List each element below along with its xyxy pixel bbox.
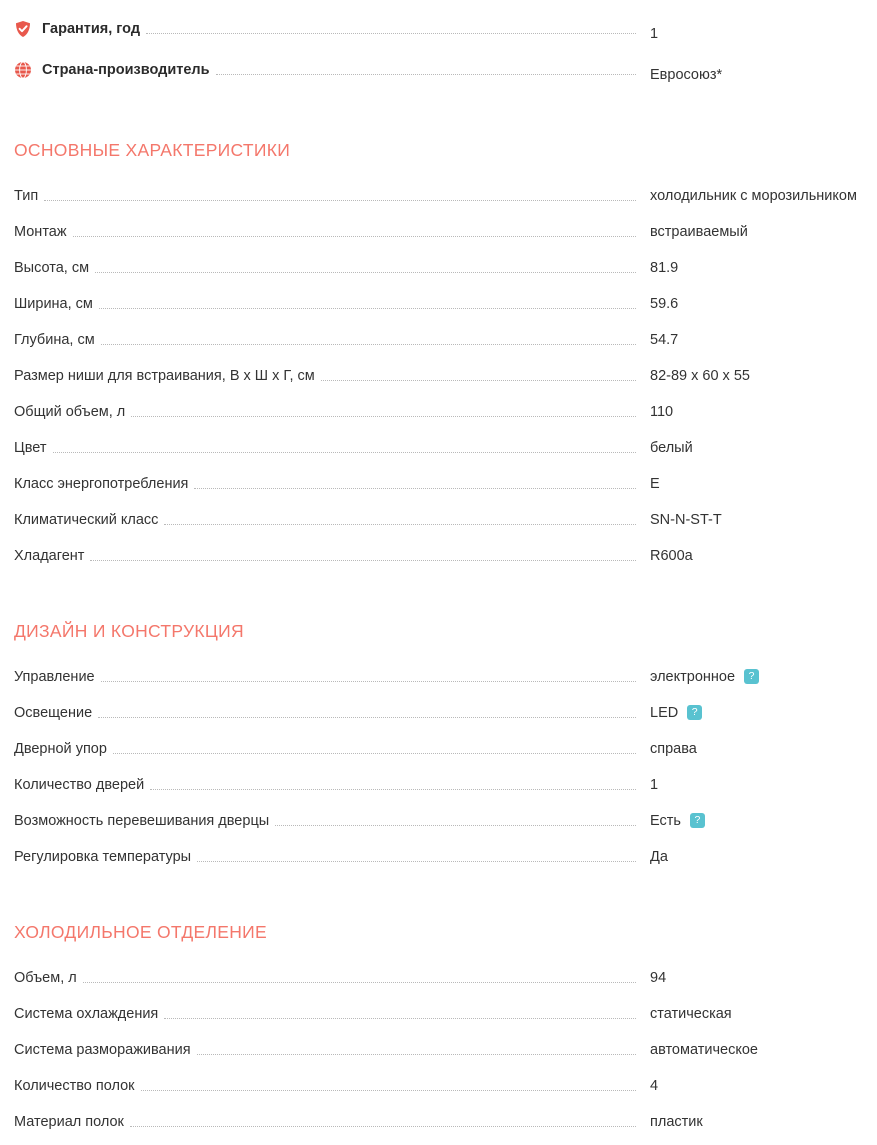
spec-name-wrap (14, 296, 636, 312)
spec-value-text: 4 (650, 1078, 659, 1094)
spec-row-country (14, 55, 865, 96)
spec-row-volume (14, 965, 865, 1001)
leader-dots (130, 1125, 636, 1127)
spec-label: Класс энергопотребления (14, 476, 194, 492)
spec-value-text: E (650, 476, 660, 492)
spec-label: Количество полок (14, 1078, 141, 1094)
spec-value-text: 1 (650, 777, 659, 793)
spec-list-design (14, 664, 865, 880)
spec-label: Материал полок (14, 1114, 130, 1130)
spec-label: Освещение (14, 705, 98, 721)
spec-label: Климатический класс (14, 512, 164, 528)
spec-name-wrap (14, 20, 636, 38)
spec-value (636, 404, 865, 420)
spec-value-text: статическая (650, 1006, 732, 1022)
spec-row-climate-class (14, 507, 865, 543)
leader-dots (321, 379, 636, 381)
spacer (14, 943, 865, 965)
leader-dots (44, 199, 636, 201)
spec-value (636, 476, 865, 492)
spec-row-door-reversible (14, 808, 865, 844)
spec-value (636, 296, 865, 312)
section-heading-main: ОСНОВНЫЕ ХАРАКТЕРИСТИКИ (14, 140, 291, 160)
spec-name-wrap (14, 61, 636, 79)
leader-dots (131, 415, 636, 417)
spec-value (636, 548, 865, 564)
spec-value (636, 777, 865, 793)
spec-value-text: 54.7 (650, 332, 679, 348)
spec-label: Глубина, см (14, 332, 101, 348)
leader-dots (141, 1089, 636, 1091)
spec-name-wrap (14, 332, 636, 348)
leader-dots (53, 451, 637, 453)
spec-value (636, 440, 865, 456)
spec-name-wrap (14, 440, 636, 456)
spec-value-text: автоматическое (650, 1042, 758, 1058)
spec-value-text: справа (650, 741, 697, 757)
spec-row-door-count (14, 772, 865, 808)
spec-row-refrigerant (14, 543, 865, 579)
globe-icon (14, 61, 32, 79)
spacer (14, 161, 865, 183)
leader-dots (99, 307, 636, 309)
spec-label: Дверной упор (14, 741, 113, 757)
spec-label: Возможность перевешивания дверцы (14, 813, 275, 829)
leader-dots (95, 271, 636, 273)
spec-row-depth (14, 327, 865, 363)
spec-list-main (14, 183, 865, 579)
leader-dots (113, 752, 636, 754)
leader-dots (90, 559, 636, 561)
spec-value (636, 512, 865, 528)
spec-label: Система охлаждения (14, 1006, 164, 1022)
spec-value (636, 1042, 865, 1058)
info-help-icon[interactable]: ? (744, 669, 759, 684)
spec-value-text: 82-89 x 60 x 55 (650, 368, 750, 384)
spec-value (636, 188, 865, 204)
spec-label: Общий объем, л (14, 404, 131, 420)
spec-value (636, 813, 865, 829)
spec-row-height (14, 255, 865, 291)
spec-name-wrap (14, 669, 636, 685)
spec-row-shelf-count (14, 1073, 865, 1109)
spec-value-text: белый (650, 440, 693, 456)
spec-value (636, 705, 865, 721)
spec-value (636, 224, 865, 240)
leader-dots (146, 32, 636, 34)
spec-name-wrap (14, 404, 636, 420)
leader-dots (150, 788, 636, 790)
spacer (14, 880, 865, 922)
spec-name-wrap (14, 849, 636, 865)
spec-value (636, 669, 865, 685)
spec-value (636, 332, 865, 348)
info-help-icon[interactable]: ? (687, 705, 702, 720)
spec-label: Цвет (14, 440, 53, 456)
section-heading-fridge-compartment: ХОЛОДИЛЬНОЕ ОТДЕЛЕНИЕ (14, 922, 267, 942)
spec-name-wrap (14, 970, 636, 986)
highlighted-specs (14, 0, 865, 96)
spec-value (636, 1078, 865, 1094)
section-heading-design: ДИЗАЙН И КОНСТРУКЦИЯ (14, 621, 244, 641)
spec-name-wrap (14, 777, 636, 793)
spec-row-type (14, 183, 865, 219)
spec-label: Количество дверей (14, 777, 150, 793)
spec-row-warranty (14, 14, 865, 55)
spec-row-shelf-material (14, 1109, 865, 1145)
leader-dots (275, 824, 636, 826)
spec-name-wrap (14, 512, 636, 528)
spec-row-temp-adjust (14, 844, 865, 880)
spec-row-total-volume (14, 399, 865, 435)
spec-value (636, 741, 865, 757)
spec-row-color (14, 435, 865, 471)
spec-list-fridge-compartment (14, 965, 865, 1145)
spec-value (636, 26, 865, 42)
spec-value-text: 1 (650, 26, 659, 42)
spec-label: Хладагент (14, 548, 90, 564)
spec-value-text: холодильник с морозильником (650, 188, 857, 204)
shield-check-icon (14, 20, 32, 38)
spec-value (636, 1006, 865, 1022)
spec-name-wrap (14, 260, 636, 276)
spec-value (636, 67, 865, 83)
spec-value (636, 970, 865, 986)
spec-value (636, 260, 865, 276)
spec-value-text: 94 (650, 970, 667, 986)
spec-label: Ширина, см (14, 296, 99, 312)
spec-value-text: электронное (650, 669, 736, 685)
spec-name-wrap (14, 1114, 636, 1130)
spec-name-wrap (14, 741, 636, 757)
spec-row-mounting (14, 219, 865, 255)
spec-row-door-stop (14, 736, 865, 772)
spacer (14, 642, 865, 664)
leader-dots (194, 487, 636, 489)
spec-value-text: 59.6 (650, 296, 679, 312)
leader-dots (98, 716, 636, 718)
spec-row-energy-class (14, 471, 865, 507)
leader-dots (73, 235, 636, 237)
spec-label: Высота, см (14, 260, 95, 276)
spec-value-text: R600a (650, 548, 693, 564)
leader-dots (197, 1053, 636, 1055)
leader-dots (83, 981, 636, 983)
spec-value-text: LED (650, 705, 679, 721)
spec-value-text: Да (650, 849, 668, 865)
spec-name-wrap (14, 368, 636, 384)
spacer (14, 579, 865, 621)
spec-value-text: 110 (650, 404, 674, 420)
spec-name-wrap (14, 188, 636, 204)
spec-label: Система разморaживания (14, 1042, 197, 1058)
spec-row-defrost-system (14, 1037, 865, 1073)
spec-name-wrap (14, 476, 636, 492)
spec-name-wrap (14, 224, 636, 240)
spec-row-control (14, 664, 865, 700)
leader-dots (101, 343, 636, 345)
spec-label: Размер ниши для встраивания, В х Ш х Г, см (14, 368, 321, 384)
spec-value (636, 1114, 865, 1130)
spec-label: Гарантия, год (42, 21, 146, 37)
spec-value (636, 368, 865, 384)
leader-dots (216, 73, 636, 75)
spec-name-wrap (14, 548, 636, 564)
spec-label: Управление (14, 669, 101, 685)
spec-value-text: SN-N-ST-T (650, 512, 722, 528)
spec-label: Монтаж (14, 224, 73, 240)
spec-value-text: пластик (650, 1114, 703, 1130)
spacer (14, 96, 865, 140)
spec-value-text: встраиваемый (650, 224, 748, 240)
leader-dots (101, 680, 636, 682)
spec-row-lighting (14, 700, 865, 736)
leader-dots (197, 860, 636, 862)
spec-row-niche-size (14, 363, 865, 399)
spec-row-cooling-system (14, 1001, 865, 1037)
spec-value-text: Есть (650, 813, 681, 829)
spec-label: Тип (14, 188, 44, 204)
info-help-icon[interactable]: ? (690, 813, 705, 828)
spec-label: Объем, л (14, 970, 83, 986)
spec-name-wrap (14, 813, 636, 829)
spec-name-wrap (14, 705, 636, 721)
leader-dots (164, 523, 636, 525)
spec-value-text: Евросоюз* (650, 67, 723, 83)
spec-value-text: 81.9 (650, 260, 679, 276)
spec-label: Страна-производитель (42, 62, 216, 78)
spec-row-width (14, 291, 865, 327)
leader-dots (164, 1017, 636, 1019)
spec-value (636, 849, 865, 865)
spec-name-wrap (14, 1042, 636, 1058)
spec-name-wrap (14, 1078, 636, 1094)
spec-label: Регулировка температуры (14, 849, 197, 865)
spec-name-wrap (14, 1006, 636, 1022)
